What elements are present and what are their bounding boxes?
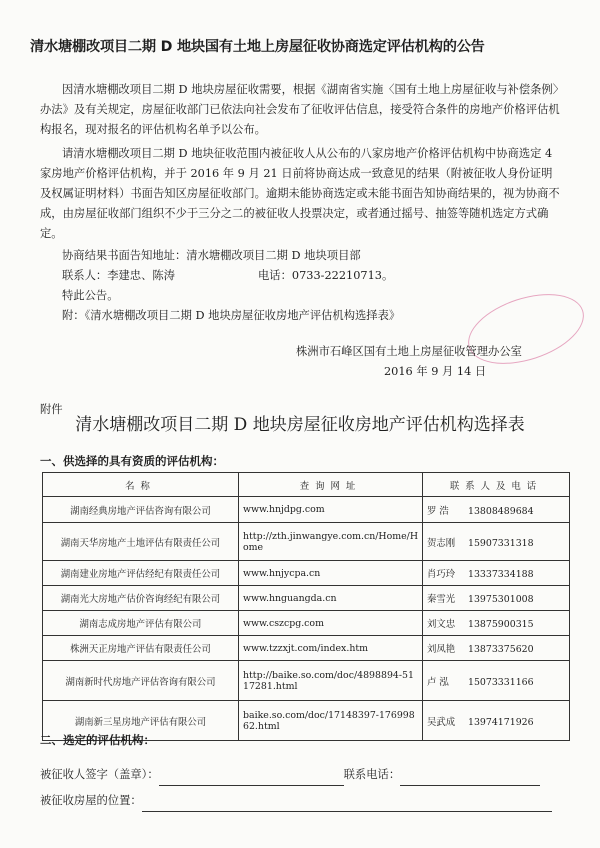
agency-contact: [423, 497, 570, 523]
agency-url: www.cszcpg.com: [239, 611, 423, 636]
notice-title: 清水塘棚改项目二期 D 地块国有土地上房屋征收协商选定评估机构的公告: [30, 39, 485, 55]
contact-phone: 13974171926: [467, 716, 534, 728]
table-row: [43, 497, 570, 523]
agency-contact: [423, 611, 570, 636]
section-available-agencies: 一、供选择的具有资质的评估机构：: [40, 454, 224, 468]
contact-person: 肖巧玲: [427, 569, 456, 580]
appendix-label: 附件: [40, 403, 63, 416]
address-line: 协商结果书面告知地址：清水塘棚改项目二期 D 地块项目部: [62, 249, 361, 262]
house-location-row: [40, 791, 552, 812]
agency-url: http://zth.jinwangye.com.cn/Home/Home: [239, 523, 423, 561]
contact-phone: 13873375620: [467, 644, 534, 655]
house-location-label: 被征收房屋的位置：: [40, 794, 142, 807]
contact-phone-label: 联系电话：: [343, 768, 401, 781]
table-row: [43, 611, 570, 636]
table-row: [43, 523, 570, 561]
agency-contact: [423, 523, 570, 561]
contact-phone: 13975301008: [467, 594, 534, 605]
agency-name: 湖南经典房地产评估咨询有限公司: [43, 497, 239, 523]
contact-person: 吴武成: [427, 716, 456, 728]
issue-date: 2016 年 9 月 14 日: [384, 365, 487, 378]
agency-name: 湖南新三星房地产评估有限公司: [43, 701, 239, 741]
column-header-contact: 联系人及电话: [423, 473, 570, 497]
table-row: [43, 636, 570, 661]
agency-contact: [423, 661, 570, 701]
agency-url: http://baike.so.com/doc/4898894-5117281.html: [239, 661, 423, 701]
agency-url: baike.so.com/doc/17148397-17699862.html: [239, 701, 423, 741]
agency-name: 湖南新时代房地产评估咨询有限公司: [43, 661, 239, 701]
contact-phone: 13808489684: [467, 505, 534, 517]
agency-contact: [423, 701, 570, 741]
contact-person: 贺志刚: [427, 537, 456, 549]
signature-field[interactable]: [159, 765, 344, 786]
table-row: [43, 561, 570, 586]
contact-person: 罗 浩: [427, 505, 449, 517]
contact-phone: 15073331166: [467, 676, 534, 688]
notice-paragraph-2: 请清水塘棚改项目二期 D 地块征收范围内被征收人从公布的八家房地产价格评估机构中协商选定 4 家房地产价格评估机构，并于 2016 年 9 月 21 日前将协商达成一致意见的结果（附被征收人身份证明及权属证明材料）书面告知区房屋征收部门。逾期未能协商选定或未能书面告知协商结果的，视为协商不成，由房屋征收部门组织不少于三分之二的被征收人投票决定，或者通过摇号、抽签等随机选定方式确定。: [40, 147, 560, 240]
notice-paragraph-1: 因清水塘棚改项目二期 D 地块房屋征收需要，根据《湖南省实施〈国有土地上房屋征收与补偿条例〉办法》及有关规定，房屋征收部门已依法向社会发布了征收评估信息，接受符合条件的房地产价格评估机构报名，现对报名的评估机构名单予以公布。: [40, 83, 560, 136]
agency-name: 湖南建业房地产评估经纪有限责任公司: [43, 561, 239, 586]
appendix-title: 清水塘棚改项目二期 D 地块房屋征收房地产评估机构选择表: [75, 415, 525, 435]
agency-name: 湖南天华房地产土地评估有限责任公司: [43, 523, 239, 561]
contact-person: 刘文忠: [427, 619, 456, 630]
table-row: [43, 661, 570, 701]
table-header-row: [43, 473, 570, 497]
agency-url: www.hnjdpg.com: [239, 497, 423, 523]
phone-line: 电话：0733-22210713。: [258, 269, 394, 282]
column-header-url: 查询网址: [239, 473, 423, 497]
contact-phone: 13875900315: [467, 619, 534, 630]
special-notice: 特此公告。: [62, 289, 119, 302]
agency-contact: [423, 586, 570, 611]
table-row: [43, 586, 570, 611]
agency-contact: [423, 561, 570, 586]
contact-phone-field[interactable]: [400, 765, 540, 786]
agency-url: www.tzzxjt.com/index.htm: [239, 636, 423, 661]
contact-person: 秦雪光: [427, 594, 456, 605]
column-header-name: 名称: [43, 473, 239, 497]
contact-person: 刘凤艳: [427, 644, 456, 655]
agency-name: 湖南光大房地产估价咨询经纪有限公司: [43, 586, 239, 611]
issuer: 株洲市石峰区国有土地上房屋征收管理办公室: [296, 345, 522, 358]
contact-line: 联系人：李建忠、陈涛: [62, 269, 175, 282]
contact-phone: 13337334188: [467, 569, 534, 580]
attachment-line: 附：《清水塘棚改项目二期 D 地块房屋征收房地产评估机构选择表》: [62, 309, 401, 322]
house-location-field[interactable]: [142, 791, 552, 812]
section-selected-agencies: 二、选定的评估机构：: [40, 733, 155, 747]
agency-url: www.hnjycpa.cn: [239, 561, 423, 586]
signature-row: [40, 765, 540, 786]
agency-name: 湖南志成房地产评估有限公司: [43, 611, 239, 636]
contact-person: 卢 泓: [427, 676, 449, 688]
agency-url: www.hnguangda.cn: [239, 586, 423, 611]
agency-name: 株洲天正房地产评估有限责任公司: [43, 636, 239, 661]
agency-table: [42, 472, 570, 741]
agency-contact: [423, 636, 570, 661]
signature-label: 被征收人签字（盖章）：: [40, 768, 159, 781]
contact-phone: 15907331318: [467, 537, 534, 549]
